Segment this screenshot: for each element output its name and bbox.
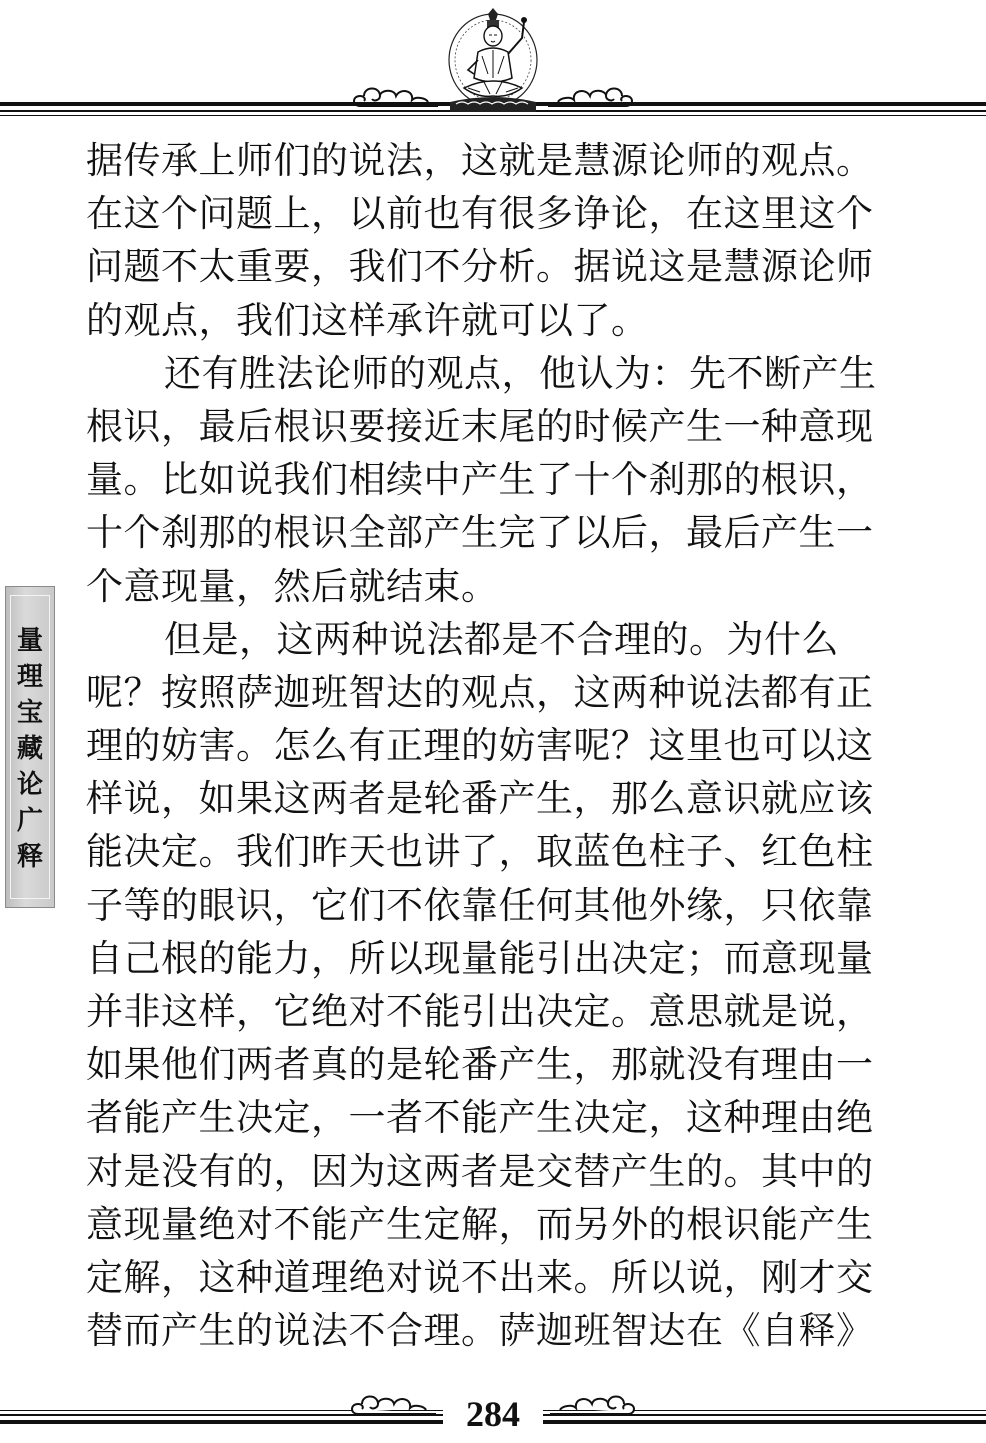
paragraph-1 — [86, 134, 886, 347]
text-line: 子等的眼识，它们不依靠任何其他外缘，只依靠 — [86, 883, 874, 927]
text-line: 替而产生的说法不合理。萨迦班智达在《自释》 — [86, 1309, 874, 1353]
text-line: 问题不太重要，我们不分析。据说这是慧源论师 — [86, 245, 874, 289]
text-line: 定解，这种道理绝对说不出来。所以说，刚才交 — [86, 1255, 874, 1299]
text-line: 的观点，我们这样承许就可以了。 — [86, 298, 649, 342]
text-line: 呢？按照萨迦班智达的观点，这两种说法都有正 — [86, 670, 874, 714]
text-line: 还有胜法论师的观点，他认为：先不断产生 — [164, 351, 877, 395]
text-line: 意现量绝对不能产生定解，而另外的根识能产生 — [86, 1202, 874, 1246]
text-line: 如果他们两者真的是轮番产生，那就没有理由一 — [86, 1043, 874, 1087]
deity-figure-icon — [438, 8, 548, 120]
text-line: 样说，如果这两者是轮番产生，那么意识就应该 — [86, 777, 874, 821]
text-line: 根识，最后根识要接近末尾的时候产生一种意现 — [86, 404, 874, 448]
cloud-scroll-icon — [350, 80, 440, 110]
text-line: 据传承上师们的说法，这就是慧源论师的观点。 — [86, 139, 874, 182]
text-line: 理的妨害。怎么有正理的妨害呢？这里也可以这 — [86, 724, 874, 768]
text-line: 对是没有的，因为这两者是交替产生的。其中的 — [86, 1149, 874, 1193]
side-book-title-tab — [5, 586, 55, 908]
text-line: 并非这样，它绝对不能引出决定。意思就是说， — [86, 990, 874, 1033]
text-line: 自己根的能力，所以现量能引出决定；而意现量 — [86, 936, 874, 980]
cloud-scroll-icon — [546, 80, 636, 110]
page-number: 284 — [443, 1392, 543, 1436]
body-text — [86, 134, 886, 1357]
paragraph-2 — [86, 347, 886, 613]
side-book-title: 量理宝藏论广释 — [16, 626, 43, 872]
cloud-scroll-icon — [548, 1388, 638, 1418]
text-line: 在这个问题上，以前也有很多诤论，在这里这个 — [86, 192, 874, 236]
paragraph-3 — [86, 613, 886, 1358]
cloud-scroll-icon — [348, 1388, 438, 1418]
text-line: 但是，这两种说法都是不合理的。为什么 — [164, 617, 839, 661]
text-line: 者能产生决定，一者不能产生决定，这种理由绝 — [86, 1096, 874, 1140]
text-line: 量。比如说我们相续中产生了十个刹那的根识， — [86, 458, 874, 502]
text-line: 个意现量，然后就结束。 — [86, 564, 499, 608]
page-header — [0, 0, 986, 125]
text-line: 能决定。我们昨天也讲了，取蓝色柱子、红色柱 — [86, 830, 874, 874]
text-line: 十个刹那的根识全部产生完了以后，最后产生一 — [86, 511, 874, 555]
